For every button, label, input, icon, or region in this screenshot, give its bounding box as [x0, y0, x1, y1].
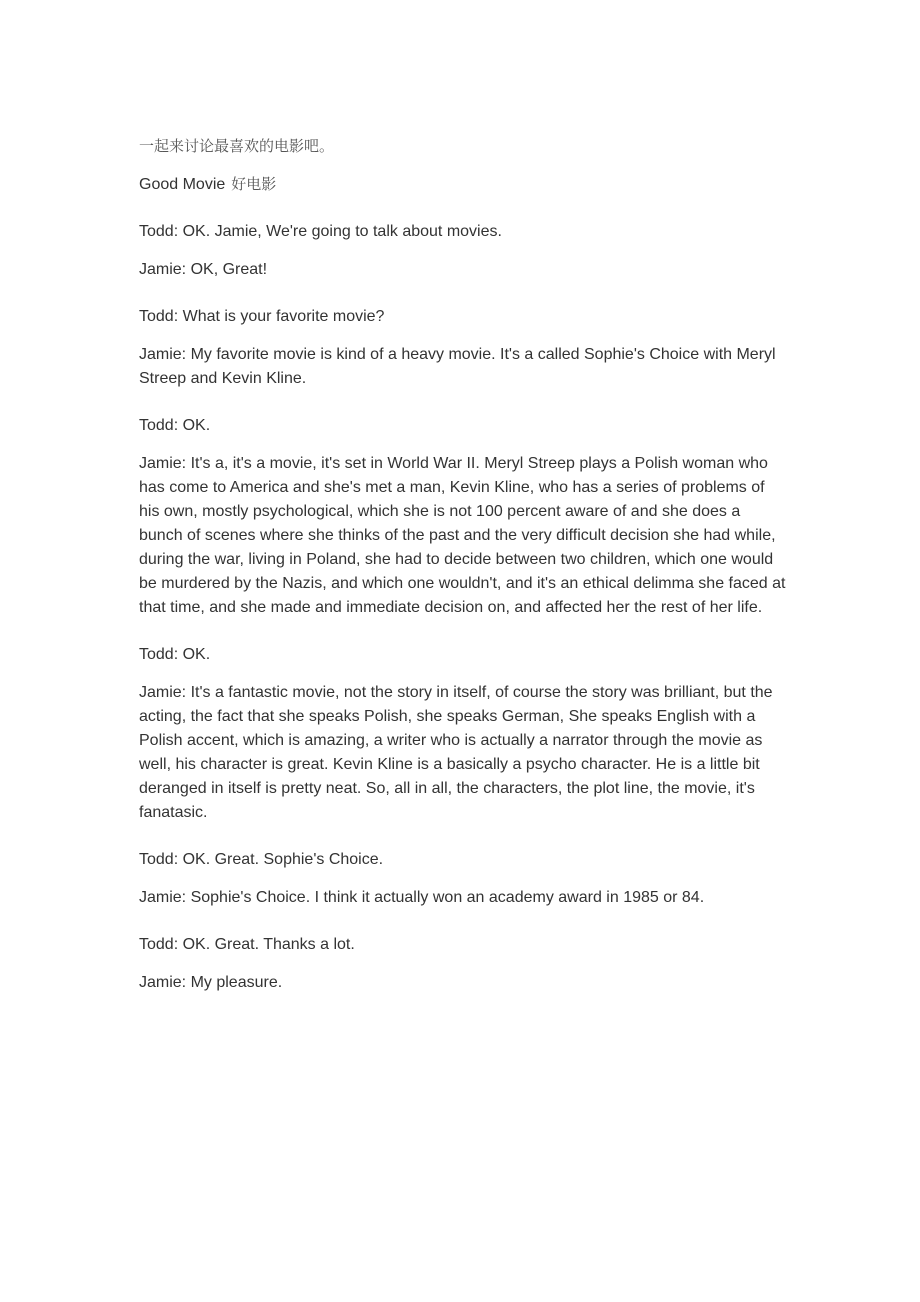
dialogue-line-jamie: Jamie: Sophie's Choice. I think it actually won an academy award in 1985 or 84.	[139, 889, 705, 906]
title-chinese: 好电影	[231, 175, 277, 193]
dialogue-line-jamie: Jamie: OK, Great!	[139, 261, 268, 278]
dialogue-line-todd: Todd: OK.	[139, 646, 211, 663]
dialogue-line-jamie: Jamie: My pleasure.	[139, 974, 283, 991]
dialogue-line-todd: Todd: OK. Great. Thanks a lot.	[139, 936, 355, 953]
dialogue-line-todd: Todd: OK. Great. Sophie's Choice.	[139, 851, 384, 868]
title-english: Good Movie	[139, 176, 226, 193]
intro-text: 一起来讨论最喜欢的电影吧。	[139, 137, 335, 155]
document-body	[139, 134, 787, 1018]
dialogue-line-todd: Todd: OK. Jamie, We're going to talk about movies.	[139, 223, 502, 240]
document-title	[139, 172, 787, 197]
dialogue-line-jamie: Jamie: My favorite movie is kind of a heavy movie. It's a called Sophie's Choice with Meryl Streep and Kevin Kline.	[139, 346, 776, 387]
dialogue-line-jamie: Jamie: It's a fantastic movie, not the story in itself, of course the story was brilliant, but the acting, the fact that she speaks Polish, she speaks German, She speaks English with a Polish accent, which is amazing, a writer who is actually a narrator through the movie as well, his character is great. Kevin Kline is a basically a psycho character. He is a little bit deranged in itself is pretty neat. So, all in all, the characters, the plot line, the movie, it's fanatasic.	[139, 684, 773, 821]
dialogue-line-todd: Todd: What is your favorite movie?	[139, 308, 385, 325]
dialogue-line-jamie: Jamie: It's a, it's a movie, it's set in World War II. Meryl Streep plays a Polish woman who has come to America and she's met a man, Kevin Kline, who has a series of problems of his own, mostly psychological, which she is not 100 percent aware of and she does a bunch of scenes where she thinks of the past and the very difficult decision she had while, during the war, living in Poland, she had to decide between two children, which one would be murdered by the Nazis, and which one wouldn't, and it's an ethical delimma she faced at that time, and she made and immediate decision on, and affected her the rest of her life.	[139, 455, 786, 616]
dialogue-line-todd: Todd: OK.	[139, 417, 211, 434]
